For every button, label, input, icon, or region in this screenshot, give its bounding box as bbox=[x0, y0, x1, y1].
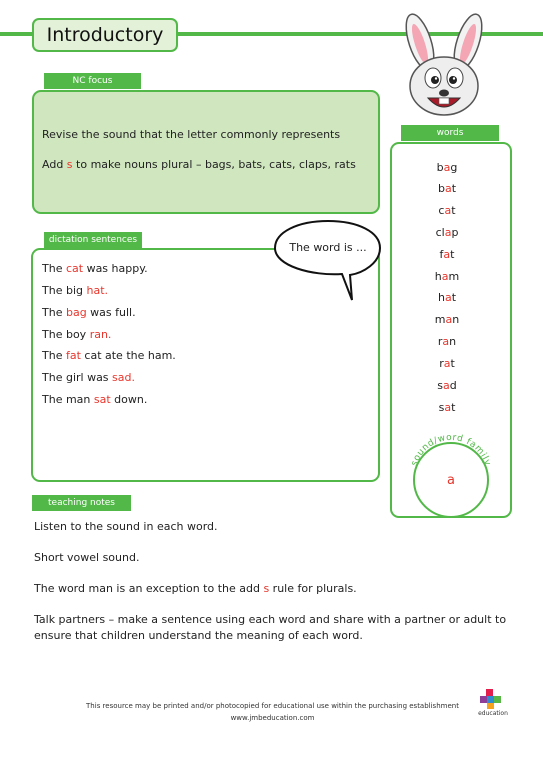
word-item: hat bbox=[437, 291, 457, 304]
dictation-sentence: The cat was happy. bbox=[42, 262, 148, 275]
word-item: man bbox=[434, 313, 460, 326]
rabbit-mascot-icon bbox=[398, 12, 490, 118]
dictation-sentence: The man sat down. bbox=[42, 393, 148, 406]
word-item: bat bbox=[437, 182, 457, 195]
teaching-note-2: Short vowel sound. bbox=[34, 551, 140, 564]
speech-bubble-icon bbox=[272, 218, 384, 306]
dictation-sentence: The boy ran. bbox=[42, 328, 112, 341]
teaching-notes-tag: teaching notes bbox=[32, 495, 131, 511]
teaching-note-3: The word man is an exception to the add s rule for plurals. bbox=[34, 582, 357, 595]
word-item: sad bbox=[437, 379, 457, 392]
words-tag: words bbox=[401, 125, 499, 141]
word-item: ran bbox=[437, 335, 457, 348]
nc-focus-tag: NC focus bbox=[44, 73, 141, 89]
sound-family-circle bbox=[405, 424, 497, 520]
nc-focus-box bbox=[32, 90, 380, 214]
sound-family-letter: a bbox=[447, 473, 455, 488]
dictation-sentence: The fat cat ate the ham. bbox=[42, 349, 176, 362]
word-item: ham bbox=[434, 270, 460, 283]
word-item: sat bbox=[438, 401, 456, 414]
jmb-logo-icon bbox=[477, 689, 509, 711]
teaching-note-4-line-1: Talk partners – make a sentence using each word and share with a partner or adult to bbox=[34, 613, 507, 626]
jmb-logo-text: education bbox=[478, 710, 508, 717]
word-item: clap bbox=[435, 226, 459, 239]
word-item: fat bbox=[439, 248, 455, 261]
word-item: rat bbox=[439, 357, 455, 370]
footer-copyright: This resource may be printed and/or photocopied for educational use within the purchasing establishment bbox=[86, 702, 459, 710]
dictation-sentence: The bag was full. bbox=[42, 306, 136, 319]
dictation-sentence: The big hat. bbox=[42, 284, 109, 297]
sound-family-label: sound/word family bbox=[409, 432, 493, 468]
nc-focus-line-1: Revise the sound that the letter commonly represents bbox=[42, 128, 341, 141]
dictation-sentence: The girl was sad. bbox=[42, 371, 135, 384]
word-item: bag bbox=[436, 161, 458, 174]
nc-focus-line-2: Add s to make nouns plural – bags, bats, cats, claps, rats bbox=[42, 158, 356, 171]
dictation-tag: dictation sentences bbox=[44, 232, 142, 248]
teaching-note-1: Listen to the sound in each word. bbox=[34, 520, 218, 533]
speech-bubble-text: The word is ... bbox=[289, 241, 367, 254]
footer-url: www.jmbeducation.com bbox=[230, 714, 315, 722]
word-item: cat bbox=[438, 204, 456, 217]
teaching-note-4-line-2: ensure that children understand the meaning of each word. bbox=[34, 629, 363, 642]
page-title: Introductory bbox=[32, 18, 178, 52]
